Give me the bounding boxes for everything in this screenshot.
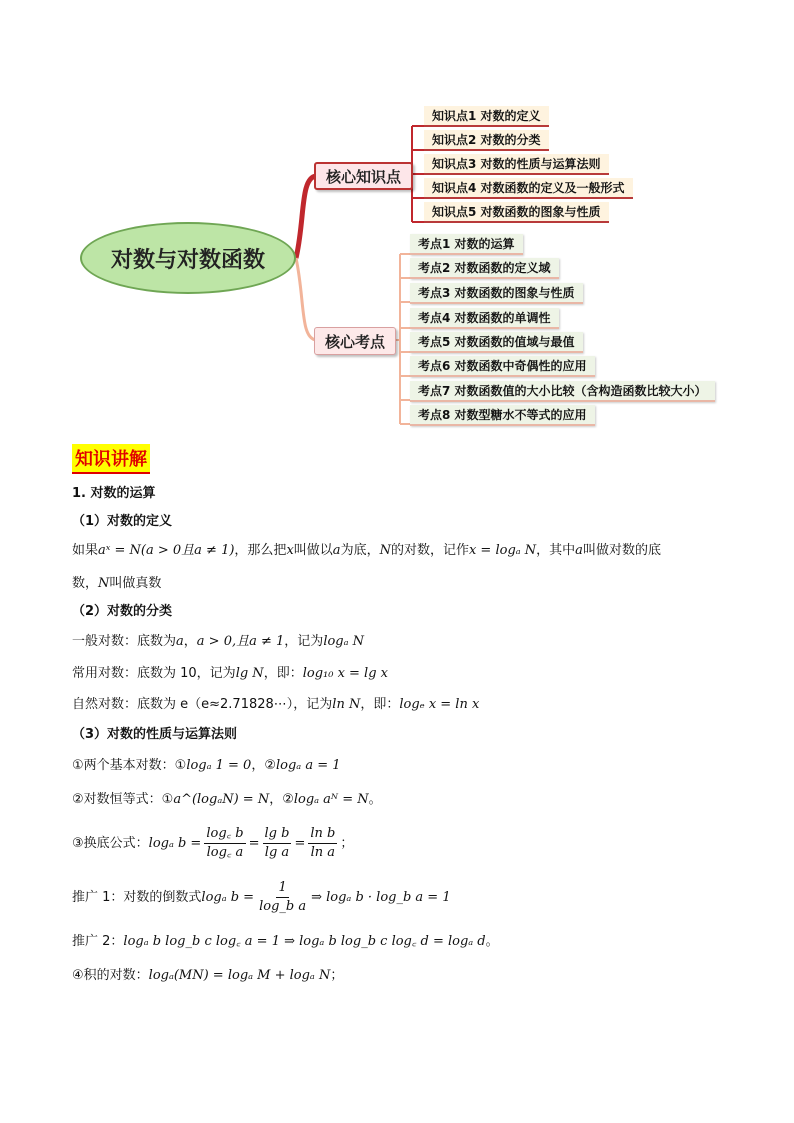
branch-core-exam: 核心考点 <box>314 327 396 355</box>
text: ②对数恒等式：① <box>72 792 174 807</box>
connector-root-exam <box>296 258 316 340</box>
formula: a^(logₐN) = N <box>173 792 270 807</box>
formula: aˣ = N(a > 0且a ≠ 1) <box>98 543 235 558</box>
formula: logₐ 1 = 0 <box>186 758 252 773</box>
knowledge-item: 知识点1 对数的定义 <box>424 106 549 127</box>
mind-map-connectors <box>0 0 794 440</box>
text: ， <box>183 634 197 649</box>
text: ； <box>340 836 354 851</box>
text: 叫做对数的底 <box>582 543 661 558</box>
exam-item: 考点5 对数函数的值域与最值 <box>410 332 583 353</box>
text: ④积的对数： <box>72 968 149 983</box>
text: ，记为 <box>284 634 324 649</box>
exam-item: 考点8 对数型糖水不等式的应用 <box>410 405 595 426</box>
classification-common <box>72 664 388 684</box>
equals: = <box>248 836 260 851</box>
formula: logₑ x = ln x <box>399 697 480 712</box>
formula: logₐ(MN) = logₐ M + logₐ N <box>148 968 331 983</box>
knowledge-item: 知识点2 对数的分类 <box>424 130 549 151</box>
formula: logₐ b = <box>201 890 255 905</box>
numerator: 1 <box>276 879 288 898</box>
text: ，② <box>251 758 276 773</box>
equals: = <box>294 836 306 851</box>
formula: a <box>176 634 184 649</box>
knowledge-item: 知识点3 对数的性质与运算法则 <box>424 154 609 175</box>
text: ，其中 <box>536 543 576 558</box>
branch-core-knowledge: 核心知识点 <box>314 162 413 190</box>
formula: logₐ b log_b c log꜀ a = 1 ⇒ logₐ b log_b c log꜀ d = logₐ d <box>123 934 486 949</box>
exam-item: 考点2 对数函数的定义域 <box>410 258 559 279</box>
definition-line-2 <box>72 574 161 594</box>
denominator: lg a <box>264 845 290 860</box>
formula: logₐ N <box>323 634 365 649</box>
numerator: lg b <box>263 825 292 844</box>
denominator: ln a <box>310 845 336 860</box>
text: 推广 2： <box>72 934 124 949</box>
generalization-1 <box>72 878 451 918</box>
connector-exam-bracket <box>396 254 400 424</box>
text: 叫做以 <box>293 543 333 558</box>
text: 为底， <box>340 543 380 558</box>
text: ①两个基本对数：① <box>72 758 187 773</box>
denominator: log_b a <box>259 899 307 914</box>
text: 推广 1：对数的倒数式 <box>72 890 202 905</box>
property-identity <box>72 790 382 810</box>
connector-root-knowledge <box>296 176 316 258</box>
formula: a <box>332 543 341 558</box>
property-change-base <box>72 824 353 864</box>
heading-1-3: （3）对数的性质与运算法则 <box>72 727 238 742</box>
text: 数， <box>72 576 99 591</box>
text: 叫做真数 <box>109 576 162 591</box>
text: 一般对数：底数为 <box>72 634 177 649</box>
heading-1-2: （2）对数的分类 <box>72 604 173 619</box>
text: ，即： <box>360 697 400 712</box>
denominator: log꜀ a <box>206 845 244 860</box>
formula: logₐ a = 1 <box>276 758 341 773</box>
text: 常用对数：底数为 10，记为 <box>72 666 236 681</box>
knowledge-item: 知识点5 对数函数的图象与性质 <box>424 202 609 223</box>
fraction <box>308 825 337 862</box>
definition-line-1 <box>72 541 661 561</box>
numerator: log꜀ b <box>204 825 245 844</box>
text: 自然对数：底数为 e（e≈2.71828⋯），记为 <box>72 697 333 712</box>
formula: x = logₐ N <box>468 543 537 558</box>
section-title: 知识讲解 <box>72 444 150 474</box>
exam-item: 考点1 对数的运算 <box>410 234 523 255</box>
classification-natural <box>72 695 479 715</box>
generalization-2 <box>72 932 499 952</box>
fraction <box>204 825 245 862</box>
formula: ln N <box>332 697 361 712</box>
formula: log₁₀ x = lg x <box>302 666 388 681</box>
heading-1: 1. 对数的运算 <box>72 486 156 501</box>
formula: logₐ aᴺ = N <box>293 792 369 807</box>
fraction <box>263 825 292 862</box>
heading-1-1: （1）对数的定义 <box>72 514 173 529</box>
exam-item: 考点6 对数函数中奇偶性的应用 <box>410 356 595 377</box>
text: 。 <box>485 934 499 949</box>
mind-map-root: 对数与对数函数 <box>80 222 296 294</box>
exam-item: 考点7 对数函数值的大小比较（含构造函数比较大小） <box>410 381 715 402</box>
knowledge-item: 知识点4 对数函数的定义及一般形式 <box>424 178 633 199</box>
formula: ⇒ logₐ b · log_b a = 1 <box>311 890 451 905</box>
property-product <box>72 966 343 986</box>
numerator: ln b <box>308 825 337 844</box>
formula: a <box>575 543 583 558</box>
text: 如果 <box>72 543 99 558</box>
text: ③换底公式： <box>72 836 149 851</box>
text: ，那么把 <box>234 543 287 558</box>
formula: logₐ b = <box>148 836 202 851</box>
formula: lg N <box>235 666 264 681</box>
formula: a > 0,且a ≠ 1 <box>196 634 285 649</box>
text: 。 <box>368 792 382 807</box>
text: ，② <box>269 792 294 807</box>
formula: N <box>379 543 391 558</box>
classification-general <box>72 632 364 652</box>
fraction <box>257 879 308 916</box>
formula: x <box>286 543 294 558</box>
text: ，即： <box>263 666 303 681</box>
mind-map <box>0 0 794 440</box>
text: ； <box>330 968 344 983</box>
exam-item: 考点4 对数函数的单调性 <box>410 308 559 329</box>
text: 的对数，记作 <box>390 543 469 558</box>
formula: N <box>98 576 110 591</box>
exam-item: 考点3 对数函数的图象与性质 <box>410 283 583 304</box>
property-basic <box>72 756 341 776</box>
